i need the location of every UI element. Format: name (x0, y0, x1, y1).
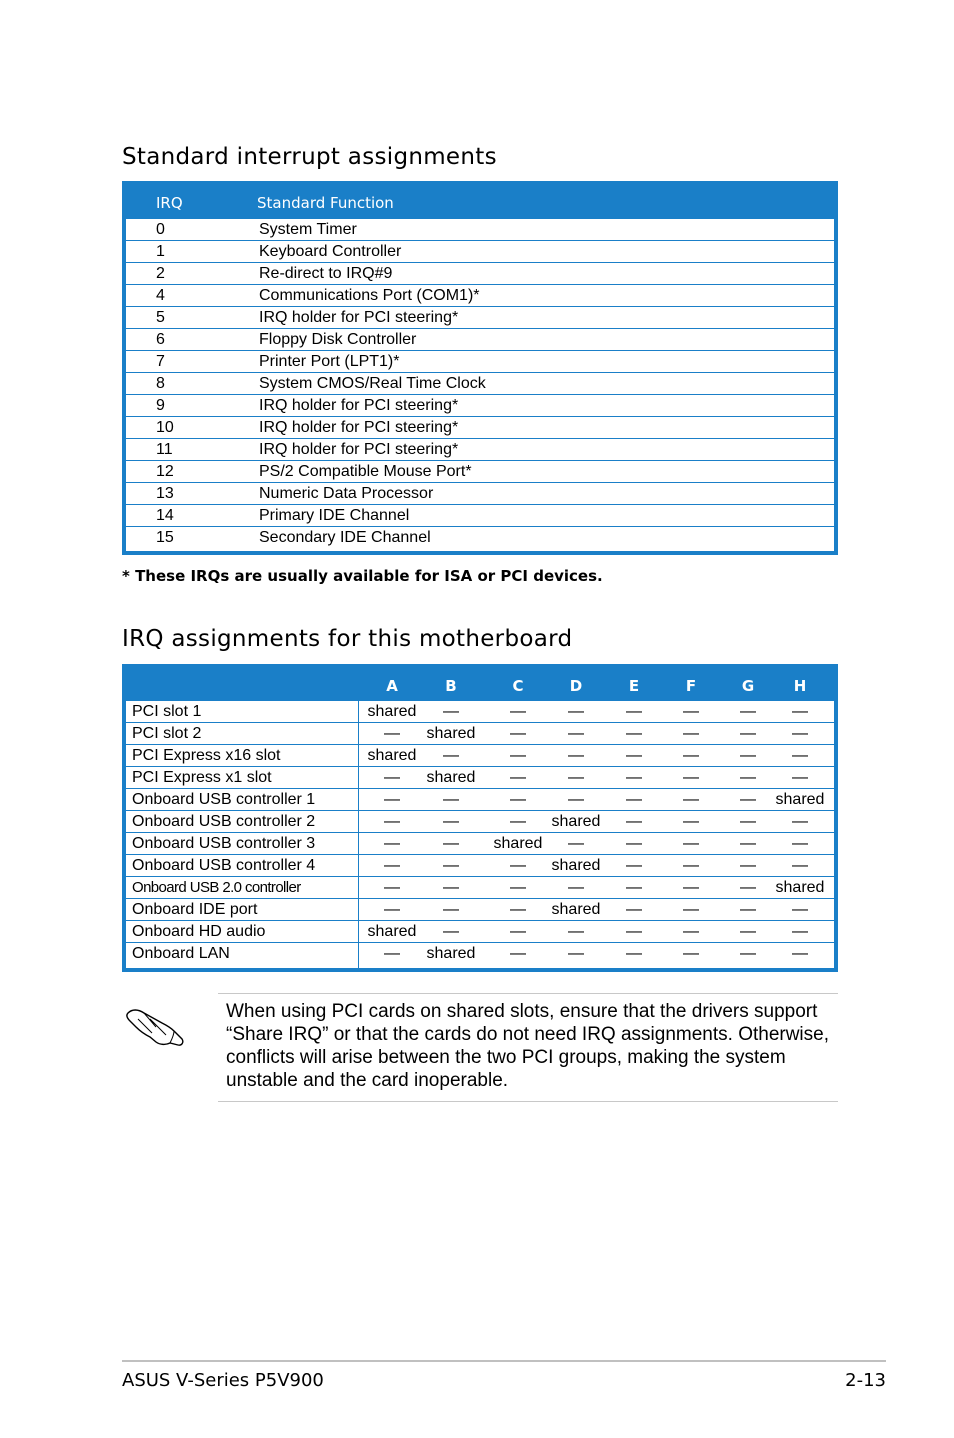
irq-cell-d: — (568, 747, 584, 764)
irq-cell-d: — (568, 923, 584, 940)
irq-cell-g: — (740, 725, 756, 742)
table-header (122, 181, 838, 219)
irq-function: IRQ holder for PCI steering* (259, 419, 459, 436)
irq-function: Primary IDE Channel (259, 507, 410, 524)
irq-cell-g: — (740, 813, 756, 830)
hand-pointing-icon (126, 1005, 186, 1054)
table-row (126, 767, 834, 789)
device-name: Onboard LAN (132, 945, 230, 962)
device-name: Onboard USB controller 2 (132, 813, 316, 830)
irq-cell-h: — (792, 725, 808, 742)
table-row (126, 855, 834, 877)
irq-cell-b: — (443, 703, 459, 720)
irq-cell-b: — (443, 791, 459, 808)
device-name: Onboard IDE port (132, 901, 258, 918)
table-row (126, 701, 834, 723)
irq-function: IRQ holder for PCI steering* (259, 441, 459, 458)
table-row (126, 811, 834, 833)
footer-divider (122, 1360, 886, 1362)
irq-cell-b: — (443, 923, 459, 940)
irq-cell-f: — (683, 703, 699, 720)
irq-cell-d: shared (551, 813, 601, 830)
irq-number: 14 (156, 507, 174, 524)
irq-function: IRQ holder for PCI steering* (259, 309, 459, 326)
irq-cell-d: — (568, 835, 584, 852)
irq-cell-b: — (443, 857, 459, 874)
standard-interrupt-table (122, 181, 838, 555)
table-row (126, 373, 834, 395)
device-name: Onboard USB controller 1 (132, 791, 316, 808)
irq-cell-e: — (626, 813, 642, 830)
irq-cell-f: — (683, 923, 699, 940)
irq-cell-c: — (510, 725, 526, 742)
irq-cell-f: — (683, 725, 699, 742)
irq-cell-f: — (683, 879, 699, 896)
irq-number: 11 (156, 441, 173, 458)
irq-cell-f: — (683, 791, 699, 808)
irq-cell-c: — (510, 703, 526, 720)
irq-cell-a: — (384, 769, 400, 786)
irq-number: 4 (156, 287, 165, 304)
irq-function: Secondary IDE Channel (259, 529, 431, 546)
irq-cell-c: — (510, 857, 526, 874)
footer-product-name: ASUS V-Series P5V900 (122, 1370, 324, 1391)
irq-number: 0 (156, 221, 165, 238)
column-header-a: A (386, 677, 398, 695)
table-row (126, 833, 834, 855)
irq-cell-g: — (740, 747, 756, 764)
table-row (126, 285, 834, 307)
irq-function: Numeric Data Processor (259, 485, 434, 502)
irq-cell-f: — (683, 769, 699, 786)
table-row (126, 417, 834, 439)
table-row (126, 877, 834, 899)
irq-number: 7 (156, 353, 165, 370)
irq-cell-c: — (510, 747, 526, 764)
footer-page-number: 2-13 (845, 1370, 886, 1391)
irq-number: 9 (156, 397, 165, 414)
column-header-d: D (569, 677, 583, 695)
table-body (126, 219, 834, 551)
irq-cell-a: — (384, 901, 400, 918)
irq-cell-h: — (792, 945, 808, 962)
irq-function: Floppy Disk Controller (259, 331, 417, 348)
column-header-c: C (512, 677, 524, 695)
irq-cell-c: shared (493, 835, 543, 852)
irq-cell-b: — (443, 901, 459, 918)
irq-cell-a: shared (367, 747, 417, 764)
irq-cell-b: — (443, 813, 459, 830)
device-name: Onboard USB controller 3 (132, 835, 316, 852)
irq-cell-d: — (568, 725, 584, 742)
irq-cell-g: — (740, 835, 756, 852)
irq-cell-f: — (683, 945, 699, 962)
irq-cell-h: — (792, 835, 808, 852)
irq-cell-a: shared (367, 703, 417, 720)
device-name: PCI slot 2 (132, 725, 202, 742)
irq-cell-h: — (792, 857, 808, 874)
irq-cell-d: — (568, 703, 584, 720)
note-bottom-divider (218, 1101, 838, 1102)
irq-function: PS/2 Compatible Mouse Port* (259, 463, 472, 480)
irq-cell-a: — (384, 857, 400, 874)
irq-cell-h: shared (775, 879, 825, 896)
irq-cell-g: — (740, 769, 756, 786)
column-header-b: B (445, 677, 457, 695)
table-row (126, 899, 834, 921)
table-row (126, 329, 834, 351)
irq-cell-h: — (792, 923, 808, 940)
device-name: PCI slot 1 (132, 703, 202, 720)
irq-cell-a: — (384, 945, 400, 962)
table-row (126, 439, 834, 461)
irq-function: Printer Port (LPT1)* (259, 353, 400, 370)
footnote: * These IRQs are usually available for ISA or PCI devices. (122, 567, 603, 585)
irq-cell-c: — (510, 791, 526, 808)
irq-cell-b: — (443, 747, 459, 764)
irq-number: 12 (156, 463, 174, 480)
irq-number: 6 (156, 331, 165, 348)
table-row (126, 483, 834, 505)
table-row (126, 307, 834, 329)
irq-number: 10 (156, 419, 174, 436)
irq-cell-c: — (510, 813, 526, 830)
device-name: PCI Express x1 slot (132, 769, 272, 786)
table-row (126, 395, 834, 417)
device-name: Onboard HD audio (132, 923, 266, 940)
irq-cell-e: — (626, 901, 642, 918)
irq-cell-c: — (510, 923, 526, 940)
irq-cell-c: — (510, 945, 526, 962)
irq-cell-a: — (384, 725, 400, 742)
irq-cell-e: — (626, 835, 642, 852)
column-header-h: H (793, 677, 807, 695)
table-row (126, 505, 834, 527)
column-header-g: G (741, 677, 755, 695)
irq-cell-h: — (792, 769, 808, 786)
irq-cell-h: shared (775, 791, 825, 808)
irq-number: 1 (156, 243, 165, 260)
header-irq: IRQ (156, 194, 183, 212)
irq-function: System Timer (259, 221, 357, 238)
note-top-divider (218, 993, 838, 994)
irq-cell-d: — (568, 945, 584, 962)
irq-cell-f: — (683, 901, 699, 918)
table-row (126, 241, 834, 263)
column-header-e: E (628, 677, 640, 695)
irq-cell-g: — (740, 923, 756, 940)
section-title-irq-assignments: IRQ assignments for this motherboard (122, 626, 573, 652)
irq-cell-g: — (740, 901, 756, 918)
note-text: When using PCI cards on shared slots, ensure that the drivers support “Share IRQ” or that the cards do not need IRQ assignments. Otherwise, conflicts will arise between the two PCI groups, making the system unstable and the card inoperable. (226, 1001, 829, 1091)
irq-cell-h: — (792, 901, 808, 918)
irq-number: 8 (156, 375, 165, 392)
device-name: Onboard USB controller 4 (132, 857, 316, 874)
irq-function: System CMOS/Real Time Clock (259, 375, 486, 392)
irq-cell-e: — (626, 945, 642, 962)
irq-cell-a: — (384, 835, 400, 852)
irq-assignment-table (122, 664, 838, 972)
irq-cell-h: — (792, 703, 808, 720)
irq-cell-e: — (626, 725, 642, 742)
irq-cell-g: — (740, 879, 756, 896)
irq-cell-a: — (384, 813, 400, 830)
irq-cell-d: — (568, 769, 584, 786)
irq-function: IRQ holder for PCI steering* (259, 397, 459, 414)
table-row (126, 789, 834, 811)
irq-cell-b: shared (426, 769, 476, 786)
table-row (126, 219, 834, 241)
table-header (122, 664, 838, 701)
table-row (126, 745, 834, 767)
irq-cell-d: shared (551, 857, 601, 874)
irq-cell-c: — (510, 769, 526, 786)
irq-number: 13 (156, 485, 174, 502)
irq-cell-e: — (626, 857, 642, 874)
irq-cell-g: — (740, 857, 756, 874)
irq-cell-g: — (740, 791, 756, 808)
irq-cell-e: — (626, 923, 642, 940)
device-name: Onboard USB 2.0 controller (132, 879, 301, 896)
table-row (126, 921, 834, 943)
irq-cell-d: — (568, 791, 584, 808)
device-name: PCI Express x16 slot (132, 747, 281, 764)
irq-cell-h: — (792, 747, 808, 764)
irq-cell-e: — (626, 769, 642, 786)
table-row (126, 461, 834, 483)
irq-cell-e: — (626, 879, 642, 896)
irq-cell-e: — (626, 791, 642, 808)
irq-cell-a: shared (367, 923, 417, 940)
irq-cell-f: — (683, 747, 699, 764)
table-row (126, 943, 834, 968)
header-standard-function: Standard Function (257, 194, 394, 212)
section-title-standard-interrupts: Standard interrupt assignments (122, 144, 497, 170)
irq-cell-h: — (792, 813, 808, 830)
irq-function: Re-direct to IRQ#9 (259, 265, 393, 282)
irq-function: Communications Port (COM1)* (259, 287, 480, 304)
table-row (126, 723, 834, 745)
table-row (126, 527, 834, 551)
irq-cell-e: — (626, 747, 642, 764)
irq-cell-c: — (510, 901, 526, 918)
irq-function: Keyboard Controller (259, 243, 402, 260)
irq-cell-f: — (683, 835, 699, 852)
irq-number: 2 (156, 265, 165, 282)
irq-cell-b: shared (426, 945, 476, 962)
table-body (126, 701, 834, 968)
irq-number: 5 (156, 309, 165, 326)
irq-cell-d: — (568, 879, 584, 896)
irq-cell-a: — (384, 791, 400, 808)
irq-number: 15 (156, 529, 174, 546)
irq-cell-e: — (626, 703, 642, 720)
column-header-f: F (685, 677, 697, 695)
irq-cell-f: — (683, 813, 699, 830)
irq-cell-b: — (443, 835, 459, 852)
irq-cell-c: — (510, 879, 526, 896)
irq-cell-d: shared (551, 901, 601, 918)
table-row (126, 263, 834, 285)
irq-cell-f: — (683, 857, 699, 874)
irq-cell-b: shared (426, 725, 476, 742)
irq-cell-g: — (740, 945, 756, 962)
irq-cell-a: — (384, 879, 400, 896)
irq-cell-g: — (740, 703, 756, 720)
irq-cell-b: — (443, 879, 459, 896)
table-row (126, 351, 834, 373)
